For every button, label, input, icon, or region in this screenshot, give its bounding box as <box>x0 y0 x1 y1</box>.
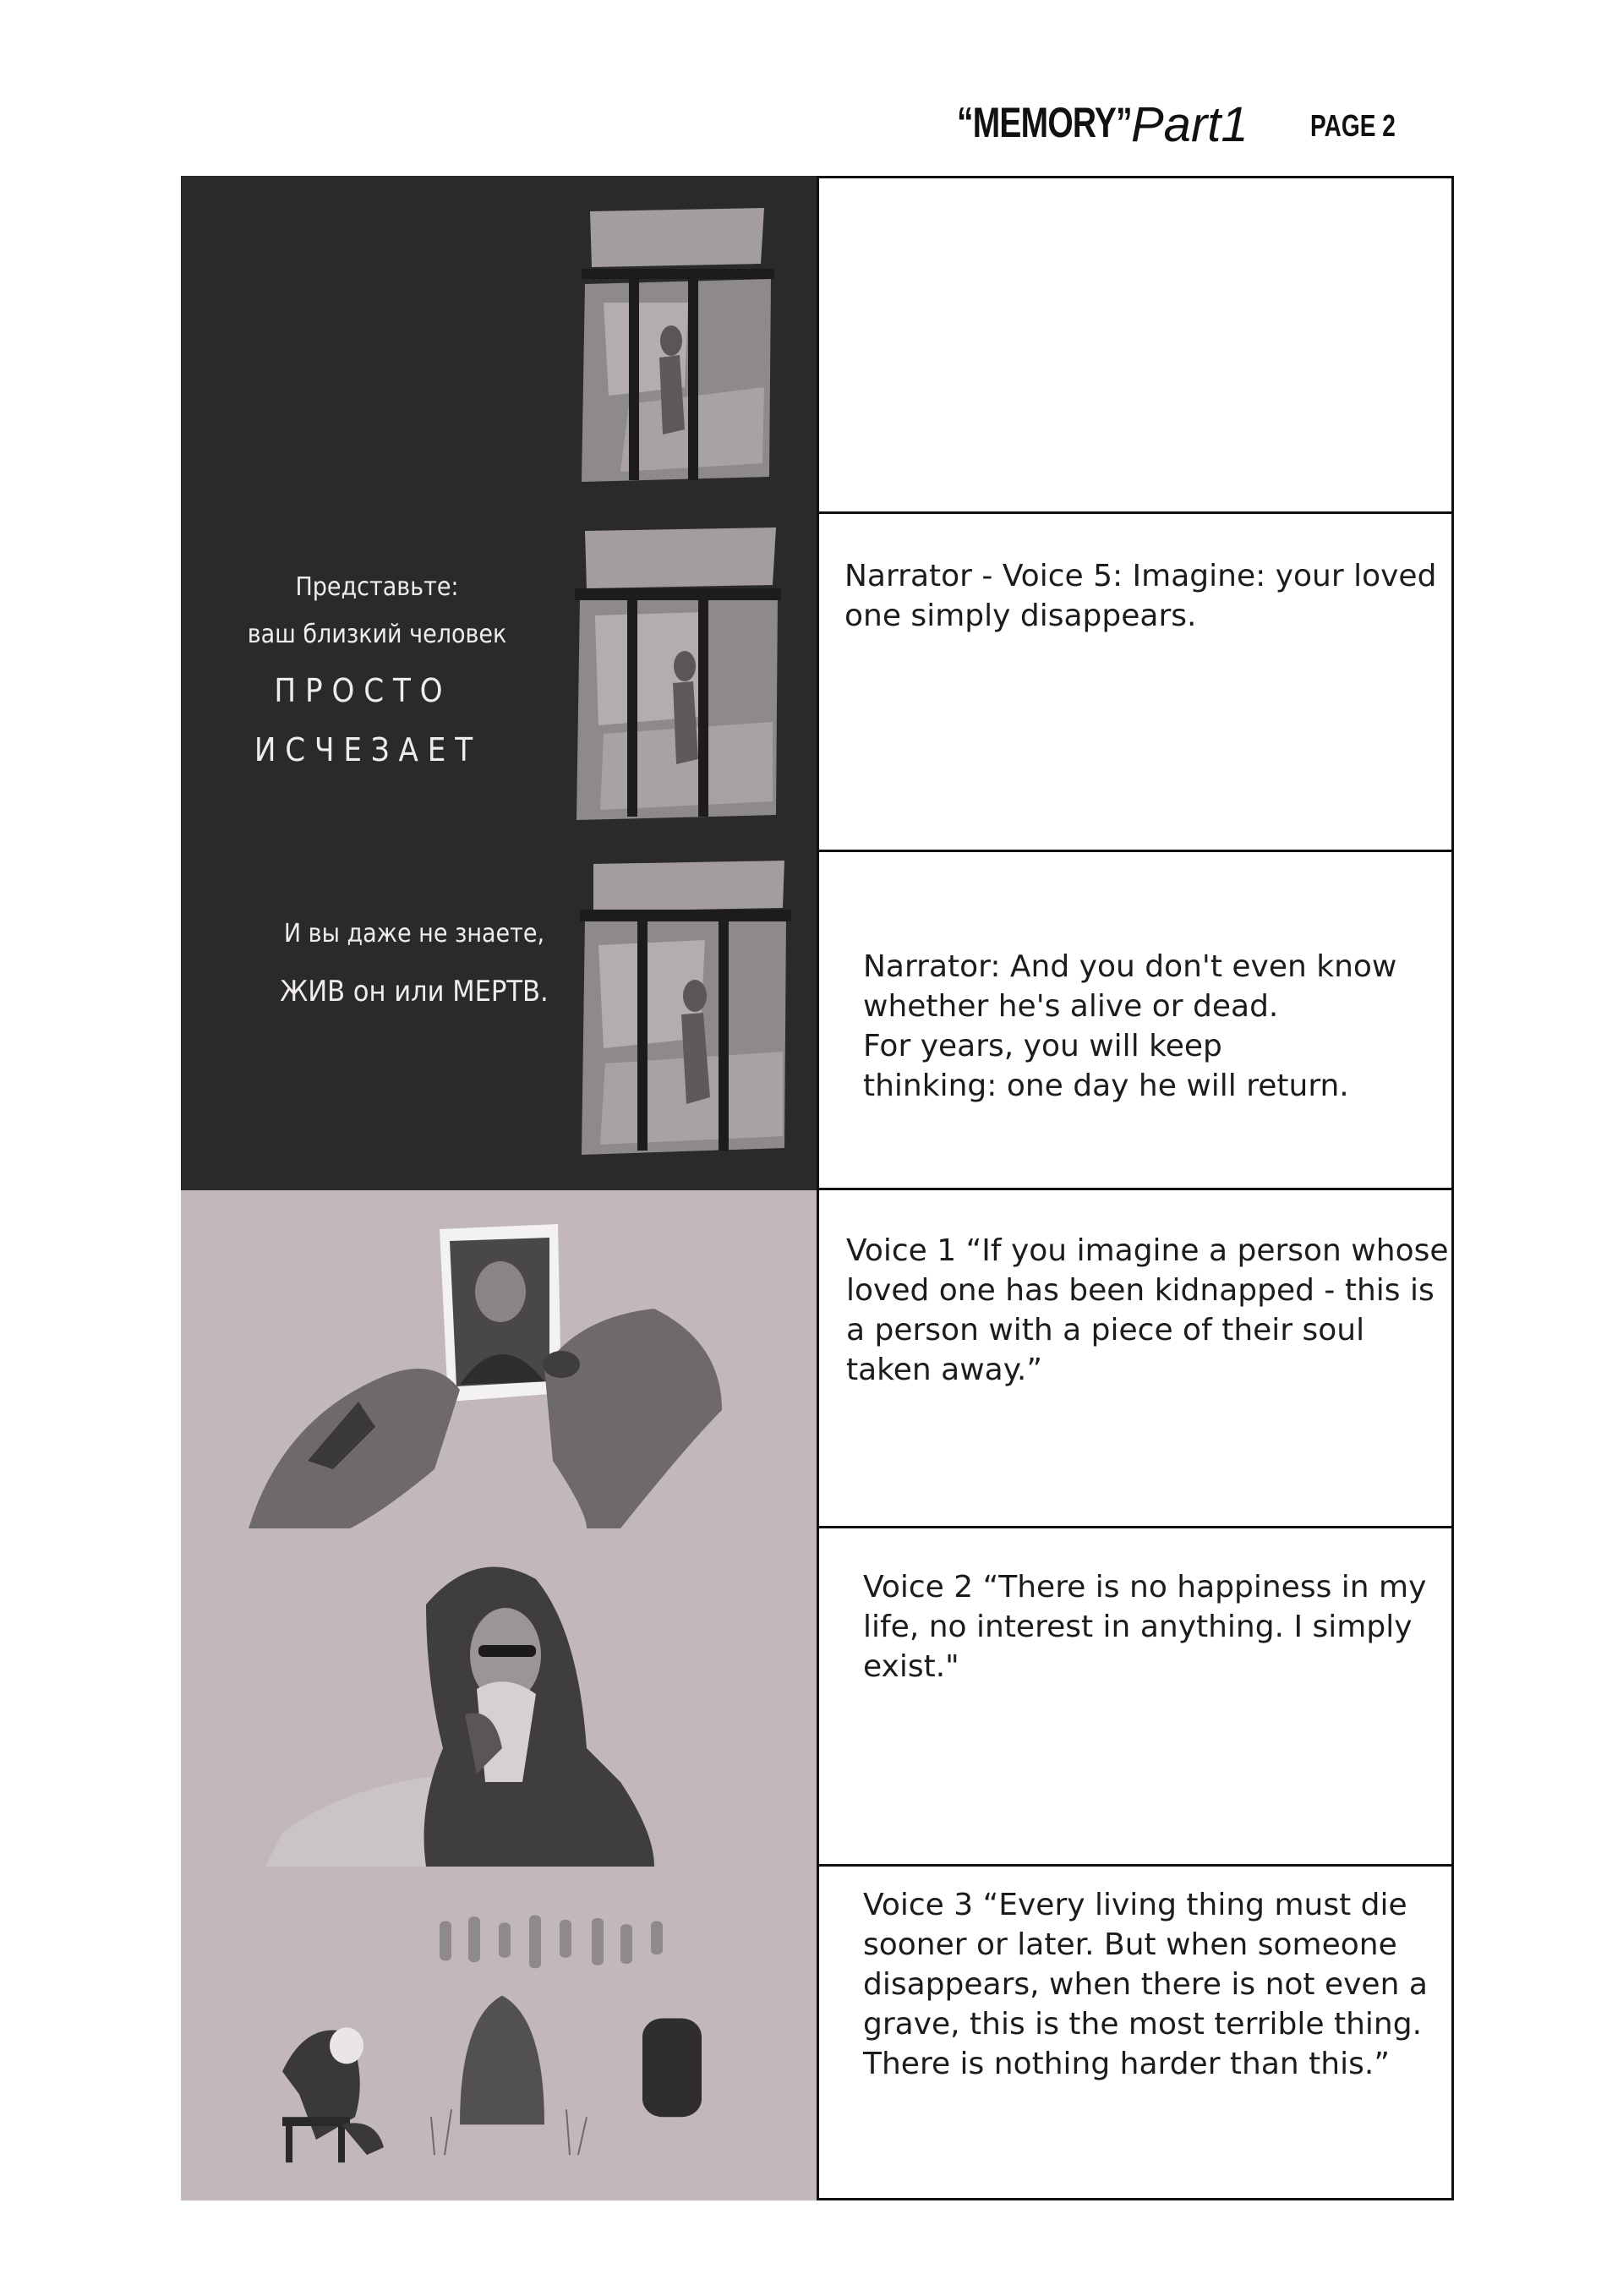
storyboard-row-5 <box>181 1528 1454 1867</box>
panel-dialogue: Voice 1 “If you imagine a person whose loved one has been kidnapped - this is a person with a piece of their soul taken away.” <box>846 1233 1449 1387</box>
panel-text-cell <box>817 1528 1454 1867</box>
caption-line: И С Ч Е З А Е Т <box>254 731 473 768</box>
panel-text-cell <box>817 176 1454 514</box>
panel-text-cell <box>817 1867 1454 2200</box>
caption-line: И вы даже не знаете, <box>283 919 545 948</box>
storyboard-row-3 <box>181 852 1454 1190</box>
page-header <box>0 85 1623 152</box>
panel-image-cemetery <box>181 1867 817 2200</box>
document-title: “MEMORY” <box>957 99 1132 146</box>
panel-image-window-caption <box>181 852 817 1190</box>
panel-text-cell <box>817 852 1454 1190</box>
panel-image-photo-hands <box>181 1190 817 1528</box>
panel-text-cell <box>817 1190 1454 1528</box>
page-number: PAGE 2 <box>1310 108 1396 143</box>
caption-line: П Р О С Т О <box>274 672 443 709</box>
panel-dialogue: Narrator - Voice 5: Imagine: your loved one simply disappears. <box>844 559 1437 633</box>
panel-dialogue: Voice 3 “Every living thing must die sooner or later. But when someone disappears, when there is not even a grave, this is the most terrible thing. There is nothing harder than this.” <box>863 1888 1428 2081</box>
storyboard-row-4 <box>181 1190 1454 1528</box>
panel-dialogue: Narrator: And you don't even know whether he's alive or dead. For years, you will keep thinking: one day he will return. <box>863 949 1397 1103</box>
panel-text-cell <box>817 514 1454 852</box>
document-part: Part1 <box>1131 97 1249 152</box>
panel-dialogue: Voice 2 “There is no happiness in my life, no interest in anything. I simply exist." <box>863 1570 1427 1684</box>
storyboard-row-1 <box>181 176 1454 514</box>
caption-line: ЖИВ он или МЕРТВ. <box>280 975 549 1009</box>
panel-image-window <box>181 176 817 514</box>
storyboard-row-6 <box>181 1867 1454 2200</box>
storyboard-row-2 <box>181 514 1454 852</box>
caption-line: ваш близкий человек <box>247 620 507 649</box>
storyboard <box>181 176 1454 2200</box>
caption-line: Представьте: <box>295 572 459 602</box>
panel-image-window-caption <box>181 514 817 852</box>
panel-image-grieving-woman <box>181 1528 817 1867</box>
